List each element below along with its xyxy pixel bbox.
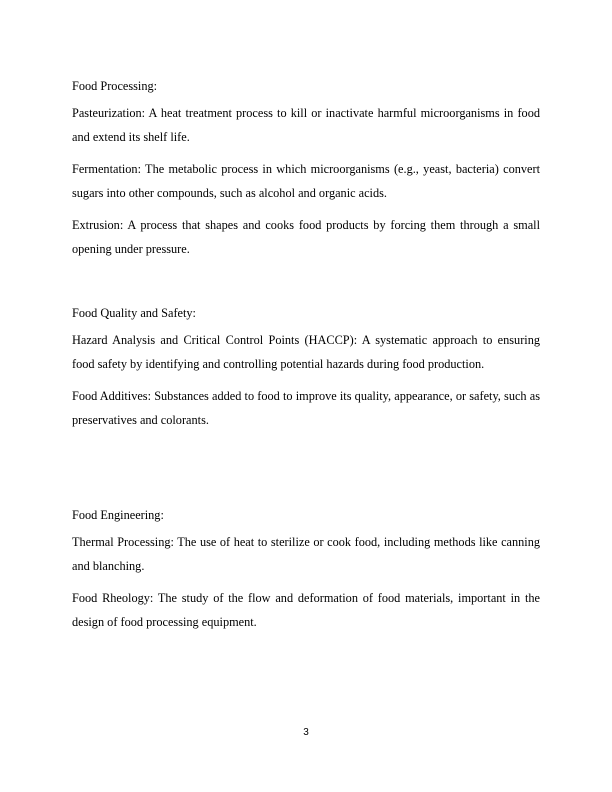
paragraph-haccp: Hazard Analysis and Critical Control Points (HACCP): A systematic approach to ensuring food safety by identifying and controlling potential hazards during food production. [72,333,540,371]
paragraph-food-additives: Food Additives: Substances added to food to improve its quality, appearance, or safety, such as preservatives and colorants. [72,389,540,427]
section-heading: Food Quality and Safety: [72,306,196,320]
section-food-engineering [72,503,540,642]
section-food-quality-safety [72,301,540,440]
section-heading: Food Processing: [72,79,158,93]
paragraph-thermal-processing: Thermal Processing: The use of heat to sterilize or cook food, including methods like canning and blanching. [72,535,540,573]
paragraph-food-rheology: Food Rheology: The study of the flow and deformation of food materials, important in the design of food processing equipment. [72,591,540,629]
section-food-processing [72,74,540,269]
paragraph-fermentation: Fermentation: The metabolic process in which microorganisms (e.g., yeast, bacteria) convert sugars into other compounds, such as alcohol and organic acids. [72,162,540,200]
paragraph-pasteurization: Pasteurization: A heat treatment process to kill or inactivate harmful microorganisms in food and extend its shelf life. [72,106,540,144]
section-heading: Food Engineering: [72,508,164,522]
page-number: 3 [303,727,309,738]
paragraph-extrusion: Extrusion: A process that shapes and cooks food products by forcing them through a small opening under pressure. [72,218,540,256]
